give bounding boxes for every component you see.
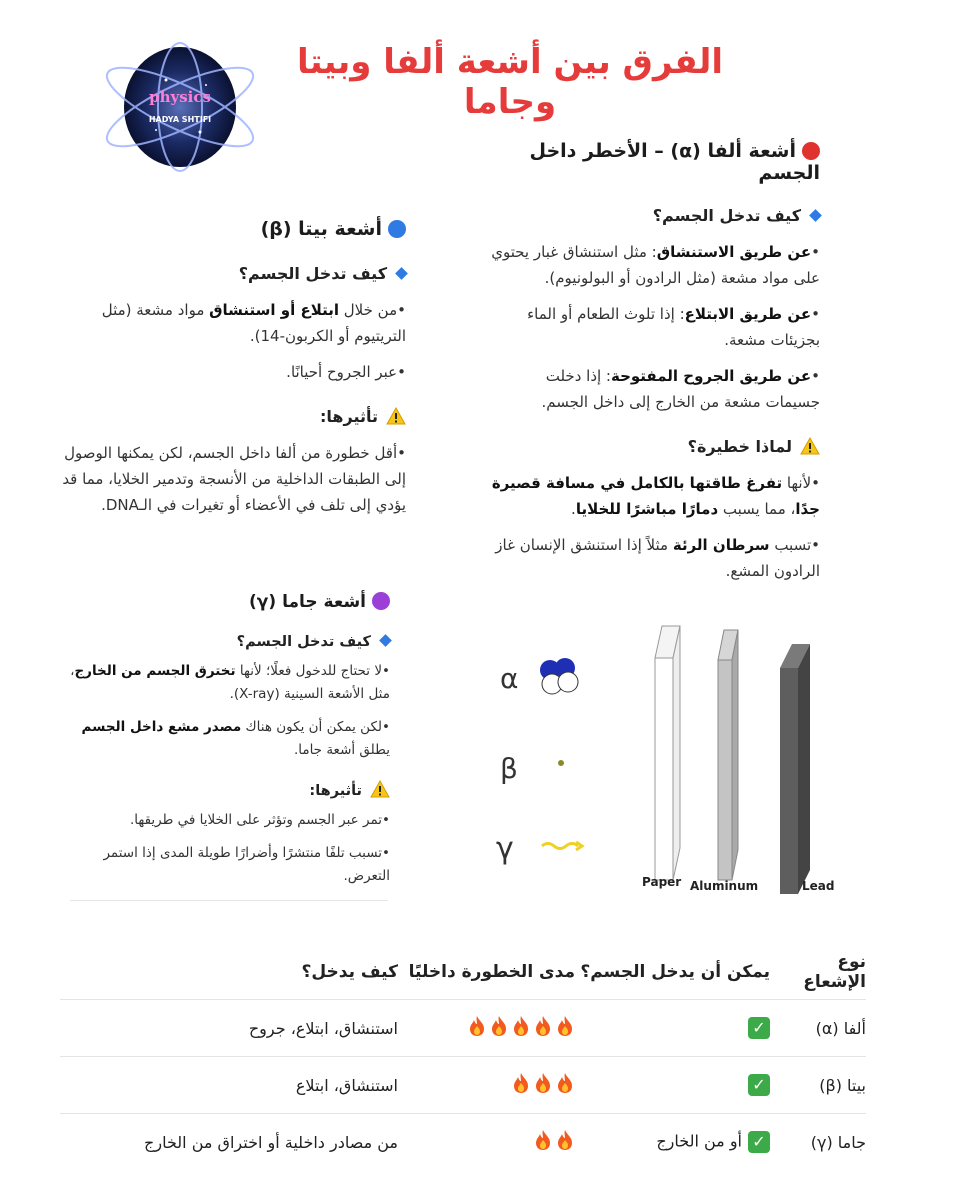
table-header-row [60,945,866,1000]
alpha-heading: أشعة ألفا (α) – الأخطر داخل الجسم [529,140,820,184]
paper-sheet [655,626,680,880]
gamma-effect-item: •تمر عبر الجسم وتؤثر على الخلايا في طريقها. [129,812,390,828]
warning-icon [370,780,390,798]
alpha-symbol: α [500,662,519,695]
fire-icon [555,1072,575,1094]
logo-author: HADYA SHTIFI [148,115,212,124]
fire-icon [533,1129,553,1151]
flame-rating [531,1129,575,1155]
fire-icon [511,1072,531,1094]
lead-label: Lead [802,879,835,893]
how-cell: استنشاق، ابتلاع [295,1075,398,1095]
alpha-item: •عن طريق الابتلاع: إذا تلوث الطعام أو الماء بجزيئات مشعة. [527,305,820,349]
enters-cell [575,1074,770,1096]
alpha-why-item: •لأنها تفرغ طاقتها بالكامل في مسافة قصيرة جدًا، مما يسبب دمارًا مباشرًا للخلايا. [491,474,820,518]
how-cell: من مصادر داخلية أو اختراق من الخارج [144,1132,398,1152]
penetration-diagram [490,618,850,908]
danger-cell [398,1129,575,1155]
blue-circle-icon [388,220,406,238]
table-row [60,1114,866,1170]
paper-label: Paper [642,875,682,889]
fire-icon [555,1015,575,1037]
beta-item: •من خلال ابتلاع أو استنشاق مواد مشعة (مثل التريتيوم أو الكربون-14). [101,301,406,345]
fire-icon [533,1015,553,1037]
check-icon: ✓ [748,1131,770,1153]
table-header-cell: كيف يدخل؟ [301,962,398,982]
comparison-table [60,945,866,1170]
flame-rating [509,1072,575,1098]
check-icon: ✓ [748,1074,770,1096]
type-cell: ألفا (α) [815,1018,866,1038]
fire-icon [467,1015,487,1037]
flame-rating [465,1015,575,1041]
gamma-how-enter-title: كيف تدخل الجسم؟ [70,634,390,650]
gamma-effects-title: تأثيرها: [70,780,390,799]
table-header-cell: يمكن أن يدخل الجسم؟ [580,962,770,982]
gamma-section [70,592,390,898]
enters-cell [575,1017,770,1039]
purple-circle-icon [372,592,390,610]
alpha-why-item: •تسبب سرطان الرئة مثلاً إذا استنشق الإنسان غاز الرادون المشع. [495,536,820,580]
aluminum-label: Aluminum [690,879,759,893]
alpha-how-enter-title: كيف تدخل الجسم؟ [488,206,820,225]
red-circle-icon [802,142,820,160]
enters-cell: ✓أو من الخارج [575,1131,770,1153]
warning-icon [800,437,820,455]
gamma-item: •لكن يمكن أن يكون هناك مصدر مشع داخل الجسم يطلق أشعة جاما. [81,719,390,758]
aluminum-sheet [718,630,738,880]
physics-logo [96,40,264,175]
table-header-cell: مدى الخطورة داخليًا [408,962,575,982]
table-header-cell: نوع الإشعاع [803,952,866,992]
gamma-heading: أشعة جاما (γ) [70,592,390,612]
fire-icon [533,1072,553,1094]
alpha-item: •عن طريق الاستنشاق: مثل استنشاق غبار يحتوي على مواد مشعة (مثل الرادون أو البولونيوم). [491,243,820,287]
gamma-item: •لا تحتاج للدخول فعلًا؛ لأنها تخترق الجسم من الخارج، مثل الأشعة السينية (X-ray). [70,663,390,702]
beta-how-enter-title: كيف تدخل الجسم؟ [56,264,406,283]
type-cell: جاما (γ) [810,1132,866,1152]
logo-word: physics [149,88,211,106]
table-row [60,1000,866,1057]
alpha-why-title: لماذا خطيرة؟ [488,437,820,456]
beta-effects-title: تأثيرها: [56,407,406,426]
danger-cell [398,1015,575,1041]
beta-heading: أشعة بيتا (β) [56,218,406,240]
alpha-section [488,140,820,594]
type-cell: بيتا (β) [819,1075,866,1095]
beta-effects-text: •أقل خطورة من ألفا داخل الجسم، لكن يمكنها الوصول إلى الطبقات الداخلية من الأنسجة وتدمير الخلايا، مما قد يؤدي إلى تلف في الأعضاء أو تغيرات في الـDNA. [62,444,406,514]
how-cell: استنشاق، ابتلاع، جروح [248,1018,398,1038]
beta-item: •عبر الجروح أحيانًا. [286,363,406,381]
table-row [60,1057,866,1114]
fire-icon [555,1129,575,1151]
gamma-wave-icon [542,844,578,849]
fire-icon [511,1015,531,1037]
gamma-effect-item: •تسبب تلفًا منتشرًا وأضرارًا طويلة المدى إذا استمر التعرض. [103,845,390,884]
warning-icon [386,407,406,425]
divider [70,900,388,901]
check-icon: ✓ [748,1017,770,1039]
beta-symbol: β [500,752,518,785]
alpha-particle-icon [540,658,578,694]
page-title: الفرق بين أشعة ألفا وبيتا وجاما [296,42,723,122]
fire-icon [489,1015,509,1037]
beta-particle-icon [558,760,564,766]
blue-diamond-icon [395,267,408,280]
blue-diamond-icon [809,209,822,222]
beta-section [56,218,406,528]
gamma-symbol: γ [496,831,514,866]
blue-diamond-icon [379,634,392,647]
alpha-item: •عن طريق الجروح المفتوحة: إذا دخلت جسيمات مشعة من الخارج إلى داخل الجسم. [541,367,820,411]
danger-cell [398,1072,575,1098]
lead-block [780,644,810,894]
